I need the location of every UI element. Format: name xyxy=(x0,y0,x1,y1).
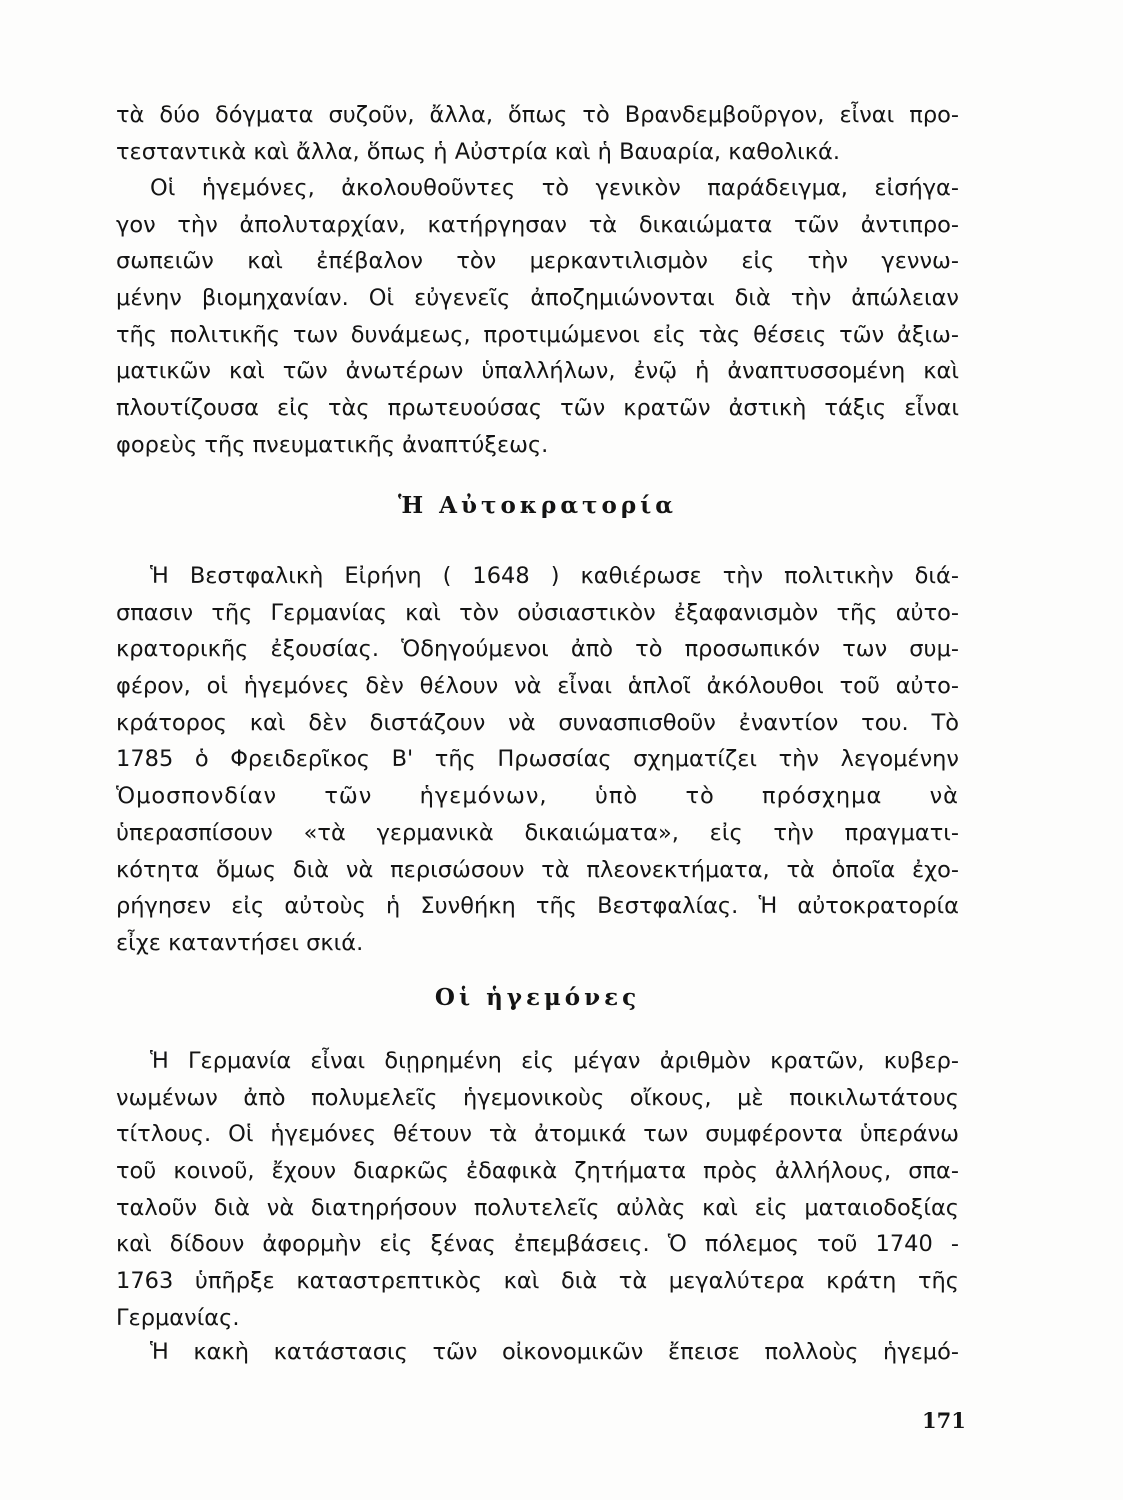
text-line: νωμένων ἀπὸ πολυμελεῖς ἡγεμονικοὺς οἴκους, μὲ ποικιλωτάτους xyxy=(116,1084,959,1111)
paragraph-princes-absolutism xyxy=(116,170,959,464)
text-line: Ὁμοσπονδίαν τῶν ἡγεμόνων, ὑπὸ τὸ πρόσχημα νὰ xyxy=(116,783,959,810)
paragraph-finances xyxy=(116,1334,959,1371)
text-line: τίτλους. Οἱ ἡγεμόνες θέτουν τὰ ἀτομικά των συμφέροντα ὑπεράνω xyxy=(116,1121,959,1148)
paragraph-continuation xyxy=(116,97,959,170)
text-line: κότητα ὅμως διὰ νὰ περισώσουν τὰ πλεονεκτήματα, τὰ ὁποῖα ἐχο- xyxy=(116,856,959,883)
paragraph-princes xyxy=(116,1043,959,1337)
text-line: τοῦ κοινοῦ, ἔχουν διαρκῶς ἐδαφικὰ ζητήματα πρὸς ἀλλήλους, σπα- xyxy=(116,1158,959,1185)
text-line: γον τὴν ἀπολυταρχίαν, κατήργησαν τὰ δικαιώματα τῶν ἀντιπρο- xyxy=(116,211,959,238)
text-line: μένην βιομηχανίαν. Οἱ εὐγενεῖς ἀποζημιώνονται διὰ τὴν ἀπώλειαν xyxy=(116,285,959,312)
text-line: ρήγησεν εἰς αὐτοὺς ἡ Συνθήκη τῆς Βεστφαλίας. Ἡ αὐτοκρατορία xyxy=(116,893,959,920)
text-line: Ἡ Γερμανία εἶναι διῃρημένη εἰς μέγαν ἀριθμὸν κρατῶν, κυβερ- xyxy=(150,1048,959,1074)
text-line: Οἱ ἡγεμόνες, ἀκολουθοῦντες τὸ γενικὸν παράδειγμα, εἰσήγα- xyxy=(150,175,959,201)
text-line: 1785 ὁ Φρειδερῖκος Β' τῆς Πρωσσίας σχηματίζει τὴν λεγομένην xyxy=(116,746,959,773)
section-heading-princes: Οἱ ἡγεμόνες xyxy=(434,984,641,1011)
text-line: τῆς πολιτικῆς των δυνάμεως, προτιμώμενοι εἰς τὰς θέσεις τῶν ἀξιω- xyxy=(116,321,959,348)
text-line: φορεὺς τῆς πνευματικῆς ἀναπτύξεως. xyxy=(116,431,549,458)
text-line: κράτορος καὶ δὲν διστάζουν νὰ συνασπισθοῦν ἐναντίον του. Τὸ xyxy=(116,709,959,736)
page-number: 171 xyxy=(922,1408,966,1433)
text-line: σπασιν τῆς Γερμανίας καὶ τὸν οὐσιαστικὸν ἐξαφανισμὸν τῆς αὐτο- xyxy=(116,599,959,626)
text-line: Γερμανίας. xyxy=(116,1304,240,1331)
paragraph-empire xyxy=(116,558,959,962)
section-heading-empire: Ἡ Αὐτοκρατορία xyxy=(398,492,677,519)
text-line: εἶχε καταντήσει σκιά. xyxy=(116,929,364,956)
text-line: ὑπερασπίσουν «τὰ γερμανικὰ δικαιώματα», εἰς τὴν πραγματι- xyxy=(116,819,959,846)
text-line: τεσταντικὰ καὶ ἄλλα, ὅπως ἡ Αὐστρία καὶ ἡ Βαυαρία, καθολικά. xyxy=(116,138,841,165)
text-line: τὰ δύο δόγματα συζοῦν, ἄλλα, ὅπως τὸ Βρανδεμβοῦργον, εἶναι προ- xyxy=(116,102,959,128)
text-line: πλουτίζουσα εἰς τὰς πρωτευούσας τῶν κρατῶν ἀστικὴ τάξις εἶναι xyxy=(116,395,959,422)
text-line: φέρον, οἱ ἡγεμόνες δὲν θέλουν νὰ εἶναι ἁπλοῖ ἀκόλουθοι τοῦ αὐτο- xyxy=(116,673,959,700)
text-line: ματικῶν καὶ τῶν ἀνωτέρων ὑπαλλήλων, ἐνῷ ἡ ἀναπτυσσομένη καὶ xyxy=(116,358,959,385)
text-line: ταλοῦν διὰ νὰ διατηρήσουν πολυτελεῖς αὐλὰς καὶ εἰς ματαιοδοξίας xyxy=(116,1194,959,1221)
text-line: Ἡ Βεστφαλικὴ Εἰρήνη ( 1648 ) καθιέρωσε τὴν πολιτικὴν διά- xyxy=(150,563,959,589)
text-line: 1763 ὑπῆρξε καταστρεπτικὸς καὶ διὰ τὰ μεγαλύτερα κράτη τῆς xyxy=(116,1268,959,1295)
text-line: καὶ δίδουν ἀφορμὴν εἰς ξένας ἐπεμβάσεις. Ὁ πόλεμος τοῦ 1740 - xyxy=(116,1231,959,1258)
text-line: κρατορικῆς ἐξουσίας. Ὁδηγούμενοι ἀπὸ τὸ προσωπικόν των συμ- xyxy=(116,636,959,663)
text-line: Ἡ κακὴ κατάστασις τῶν οἰκονομικῶν ἔπεισε πολλοὺς ἡγεμό- xyxy=(150,1339,959,1365)
text-line: σωπειῶν καὶ ἐπέβαλον τὸν μερκαντιλισμὸν εἰς τὴν γεννω- xyxy=(116,248,959,275)
